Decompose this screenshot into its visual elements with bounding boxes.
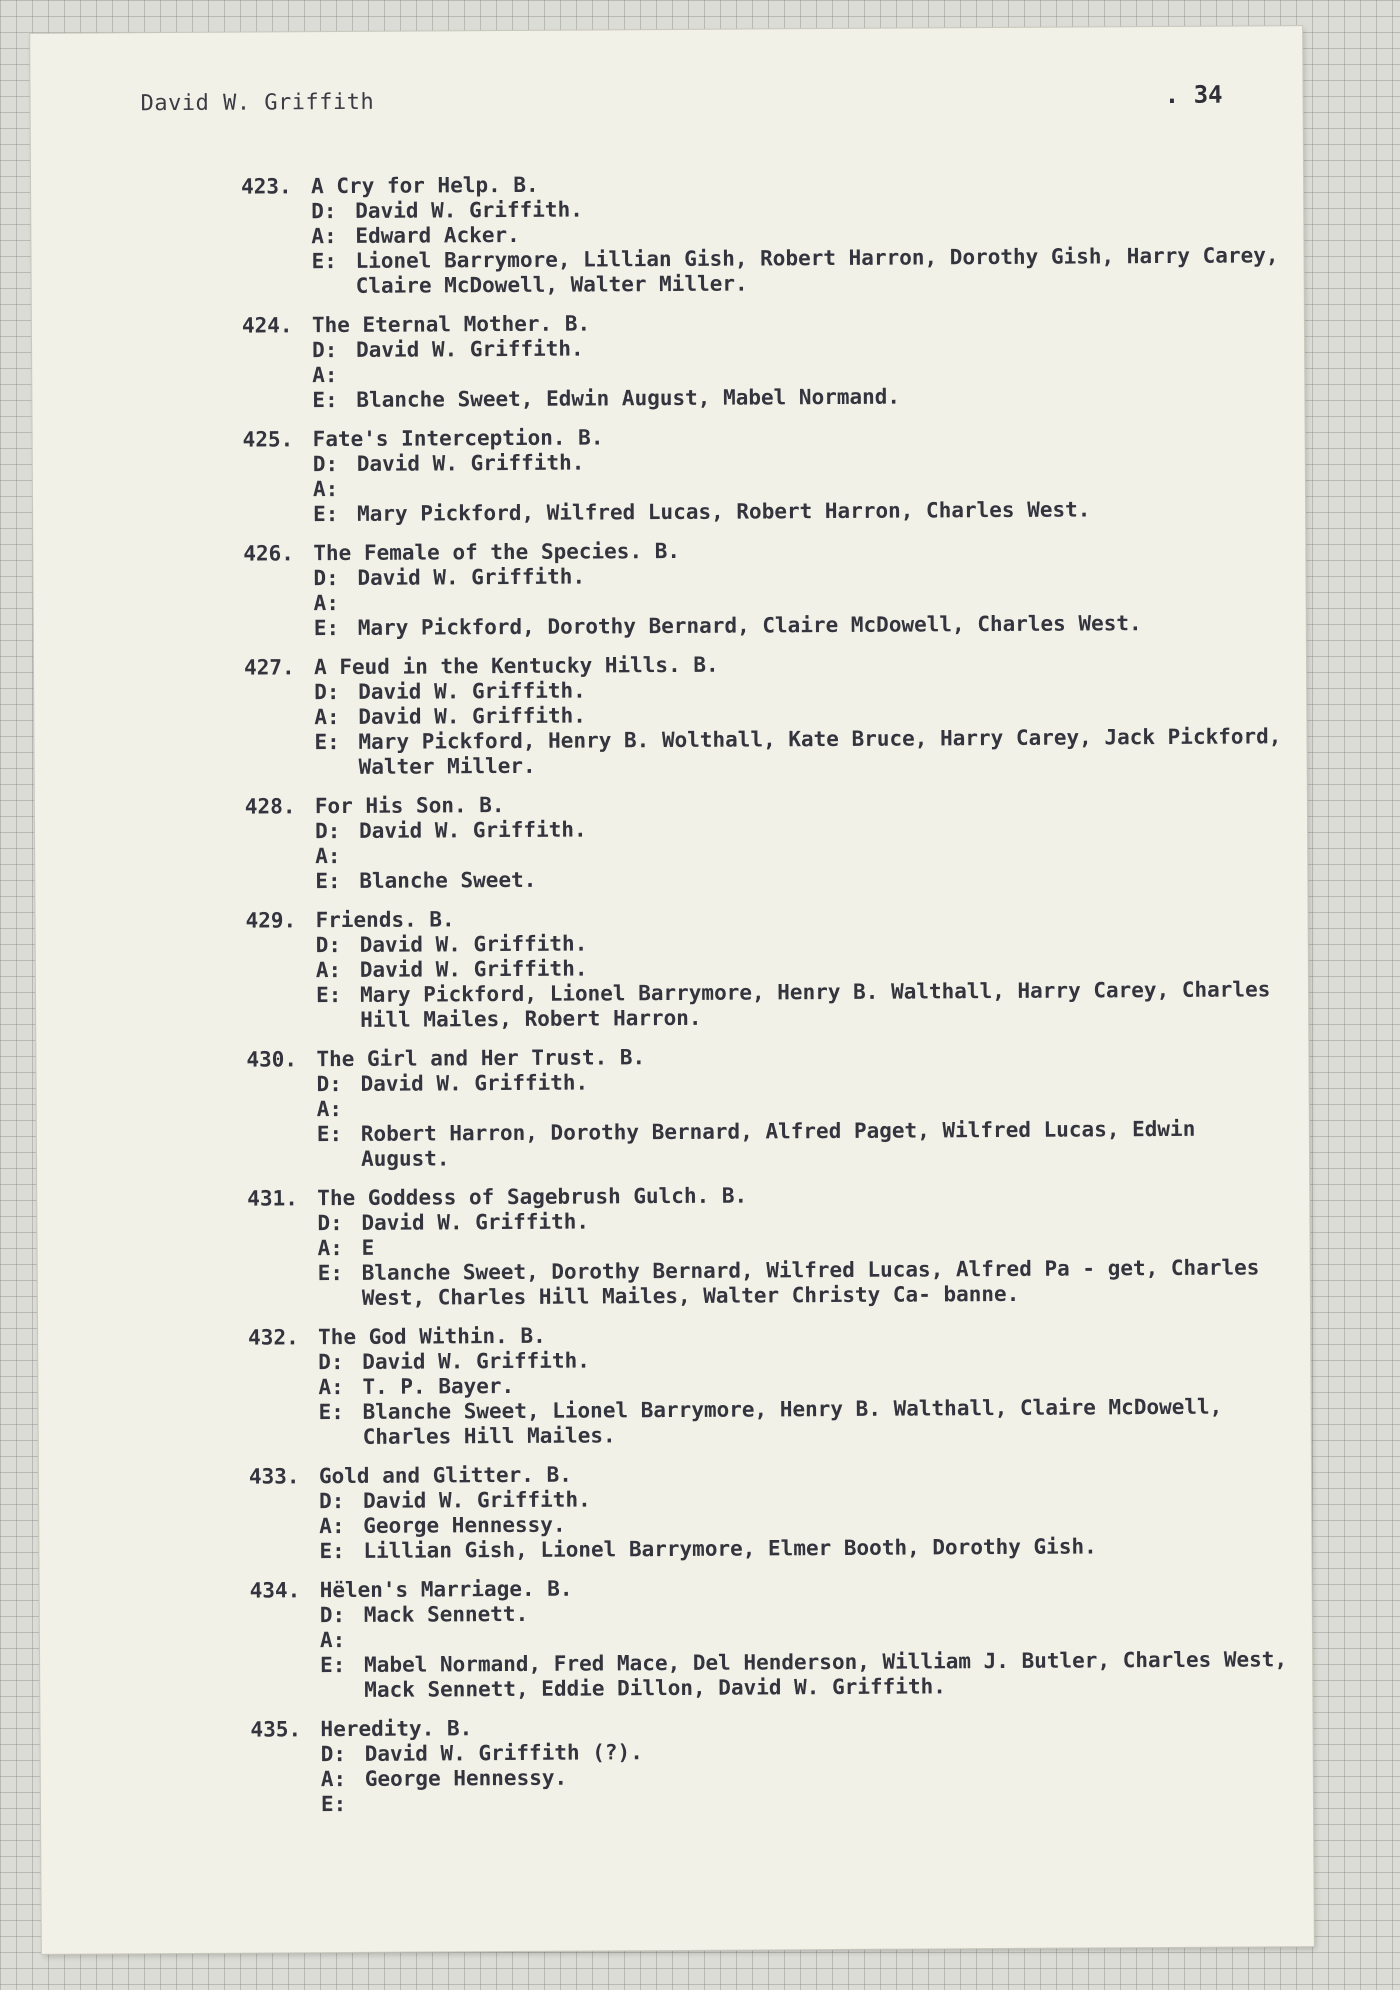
cast-label: E: [312, 388, 338, 413]
cast-line [319, 1533, 1289, 1564]
director-value: David W. Griffith. [362, 1348, 590, 1374]
cast-line [318, 1255, 1288, 1311]
author-label: A: [313, 591, 340, 616]
cast-label: E: [319, 1539, 345, 1564]
director-label: D: [312, 452, 339, 477]
director-label: D: [312, 338, 338, 363]
entry-number: 431. [247, 1186, 298, 1211]
director-value: David W. Griffith. [363, 1487, 591, 1513]
entry-number: 427. [243, 655, 295, 680]
cast-label: E: [314, 730, 340, 755]
author-label: A: [312, 477, 339, 502]
cast-line [311, 243, 1281, 299]
director-label: D: [313, 566, 339, 591]
entry-number: 423. [241, 174, 292, 199]
director-value: David W. Griffith. [356, 450, 585, 476]
director-value: David W. Griffith. [355, 197, 583, 223]
film-title: The God Within. B. [318, 1323, 546, 1350]
author-label: A: [318, 1375, 344, 1400]
cast-label: E: [320, 1792, 347, 1817]
cast-label: E: [317, 1261, 344, 1286]
film-entry [247, 1180, 1288, 1311]
film-title: Fate's Interception. B. [312, 425, 604, 452]
film-title: Hёlen's Marriage. B. [319, 1576, 573, 1603]
director-label: D: [315, 933, 342, 958]
cast-value: Mary Pickford, Wilfred Lucas, Robert Harron, Charles West. [357, 497, 1091, 526]
page-number: . 34 [1164, 80, 1223, 109]
author-label: A: [315, 844, 341, 869]
cast-value: Mary Pickford, Lionel Barrymore, Henry B. Walthall, Harry Carey, Charles Hill Mailes, Robert Harron. [359, 977, 1271, 1032]
director-label: D: [316, 1072, 342, 1097]
director-label: D: [314, 680, 340, 705]
cast-line [318, 1394, 1288, 1450]
film-entry [246, 1041, 1287, 1172]
director-label: D: [319, 1489, 345, 1514]
cast-value: Lionel Barrymore, Lillian Gish, Robert Harron, Dorothy Gish, Harry Carey, Claire McDowell, Walter Miller. [355, 243, 1279, 298]
director-value: David W. Griffith. [361, 1209, 590, 1235]
director-value: Mack Sennett. [363, 1601, 529, 1627]
author-label: A: [311, 224, 337, 249]
film-title: A Cry for Help. B. [311, 172, 539, 199]
director-value: David W. Griffith. [358, 678, 586, 704]
cast-label: E: [315, 983, 342, 1008]
film-entry [241, 168, 1282, 299]
cast-label: E: [318, 1400, 344, 1425]
author-value: George Hennessy. [363, 1512, 566, 1538]
entry-number: 433. [248, 1464, 300, 1489]
cast-value: Blanche Sweet. [359, 867, 537, 893]
entry-number: 435. [250, 1717, 302, 1742]
film-title: Friends. B. [315, 907, 455, 933]
cast-label: E: [320, 1653, 346, 1678]
entry-number: 424. [241, 313, 293, 338]
author-label: A: [320, 1767, 347, 1792]
film-entry [250, 1711, 1291, 1817]
cast-label: E: [313, 502, 339, 527]
cast-value [365, 1786, 1291, 1817]
entry-number: 425. [242, 427, 294, 452]
cast-value: Mabel Normand, Fred Mace, Del Henderson, William J. Butler, Charles West, Mack Sennett, Eddie Dillon, David W. Griffith. [364, 1647, 1288, 1702]
film-title: A Feud in the Kentucky Hills. B. [313, 652, 719, 680]
author-label: A: [319, 1628, 346, 1653]
cast-line [321, 1786, 1291, 1817]
cast-label: E: [311, 249, 337, 274]
entry-number: 430. [246, 1047, 298, 1072]
cast-value: Lillian Gish, Lionel Barrymore, Elmer Booth, Dorothy Gish. [363, 1534, 1097, 1563]
director-label: D: [311, 199, 337, 224]
director-value: David W. Griffith. [356, 336, 584, 362]
director-label: D: [320, 1742, 347, 1767]
film-title: Heredity. B. [320, 1716, 473, 1742]
author-label: A: [317, 1236, 343, 1261]
director-value: David W. Griffith. [359, 931, 588, 957]
entry-number: 434. [249, 1578, 301, 1603]
cast-line [314, 724, 1284, 780]
author-label: A: [319, 1514, 345, 1539]
cast-value: Blanche Sweet, Edwin August, Mabel Normand. [356, 384, 901, 412]
film-title: Gold and Glitter. B. [318, 1462, 572, 1489]
film-entry [248, 1319, 1289, 1450]
director-value: David W. Griffith. [358, 817, 587, 843]
film-title: For His Son. B. [314, 793, 505, 819]
cast-line [317, 1116, 1287, 1172]
author-value: George Hennessy. [364, 1765, 568, 1791]
cast-value: Mary Pickford, Henry B. Wolthall, Kate Bruce, Harry Carey, Jack Pickford, Walter Miller. [358, 724, 1282, 779]
film-title: The Female of the Species. B. [313, 538, 681, 566]
film-title: The Eternal Mother. B. [311, 311, 591, 338]
film-entry [250, 1572, 1291, 1703]
cast-line [320, 1647, 1290, 1703]
author-label: A: [314, 705, 340, 730]
author-value: T. P. Bayer. [362, 1373, 515, 1399]
cast-value: Blanche Sweet, Dorothy Bernard, Wilfred Lucas, Alfred Pa - get, Charles West, Charles Hill Mailes, Walter Christy Ca- banne. [361, 1255, 1260, 1310]
cast-label: E: [313, 616, 340, 641]
cast-value: Robert Harron, Dorothy Bernard, Alfred Paget, Wilfred Lucas, Edwin August. [360, 1116, 1196, 1171]
cast-line [313, 496, 1283, 527]
author-value: David W. Griffith. [358, 703, 586, 729]
film-title: The Girl and Her Trust. B. [316, 1045, 646, 1072]
director-label: D: [318, 1350, 344, 1375]
author-label: A: [312, 363, 338, 388]
director-label: D: [314, 819, 341, 844]
cast-value: Mary Pickford, Dorothy Bernard, Claire McDowell, Charles West. [357, 611, 1142, 640]
director-value: David W. Griffith. [360, 1070, 589, 1096]
cast-line [315, 863, 1285, 894]
film-entry [245, 902, 1286, 1033]
film-entry [249, 1458, 1290, 1564]
author-value: E [361, 1235, 375, 1260]
cast-label: E: [316, 1122, 343, 1147]
entry-number: 426. [243, 541, 294, 566]
director-value: David W. Griffith. [357, 564, 586, 590]
film-entry [245, 788, 1286, 894]
cast-label: E: [315, 869, 341, 894]
director-value: David W. Griffith (?). [364, 1740, 643, 1766]
author-value: Edward Acker. [355, 222, 520, 248]
author-value: David W. Griffith. [359, 956, 588, 982]
entry-number: 428. [244, 794, 296, 819]
author-label: A: [316, 1097, 343, 1122]
cast-line [316, 977, 1286, 1033]
entry-number: 432. [248, 1325, 299, 1350]
film-entry [243, 535, 1284, 641]
director-label: D: [319, 1603, 346, 1628]
cast-line [312, 382, 1282, 413]
film-entry [243, 421, 1284, 527]
entry-number: 429. [245, 908, 297, 933]
author-label: A: [315, 958, 342, 983]
director-label: D: [317, 1211, 343, 1236]
filmography-list [241, 168, 1291, 1831]
film-title: The Goddess of Sagebrush Gulch. B. [317, 1183, 748, 1211]
cast-line [314, 610, 1284, 641]
film-entry [244, 649, 1285, 780]
page-author-header: David W. Griffith [140, 89, 375, 117]
film-entry [242, 307, 1283, 413]
typed-page [30, 26, 1314, 1954]
cast-value: Blanche Sweet, Lionel Barrymore, Henry B. Walthall, Claire McDowell, Charles Hill Mailes. [362, 1394, 1223, 1449]
